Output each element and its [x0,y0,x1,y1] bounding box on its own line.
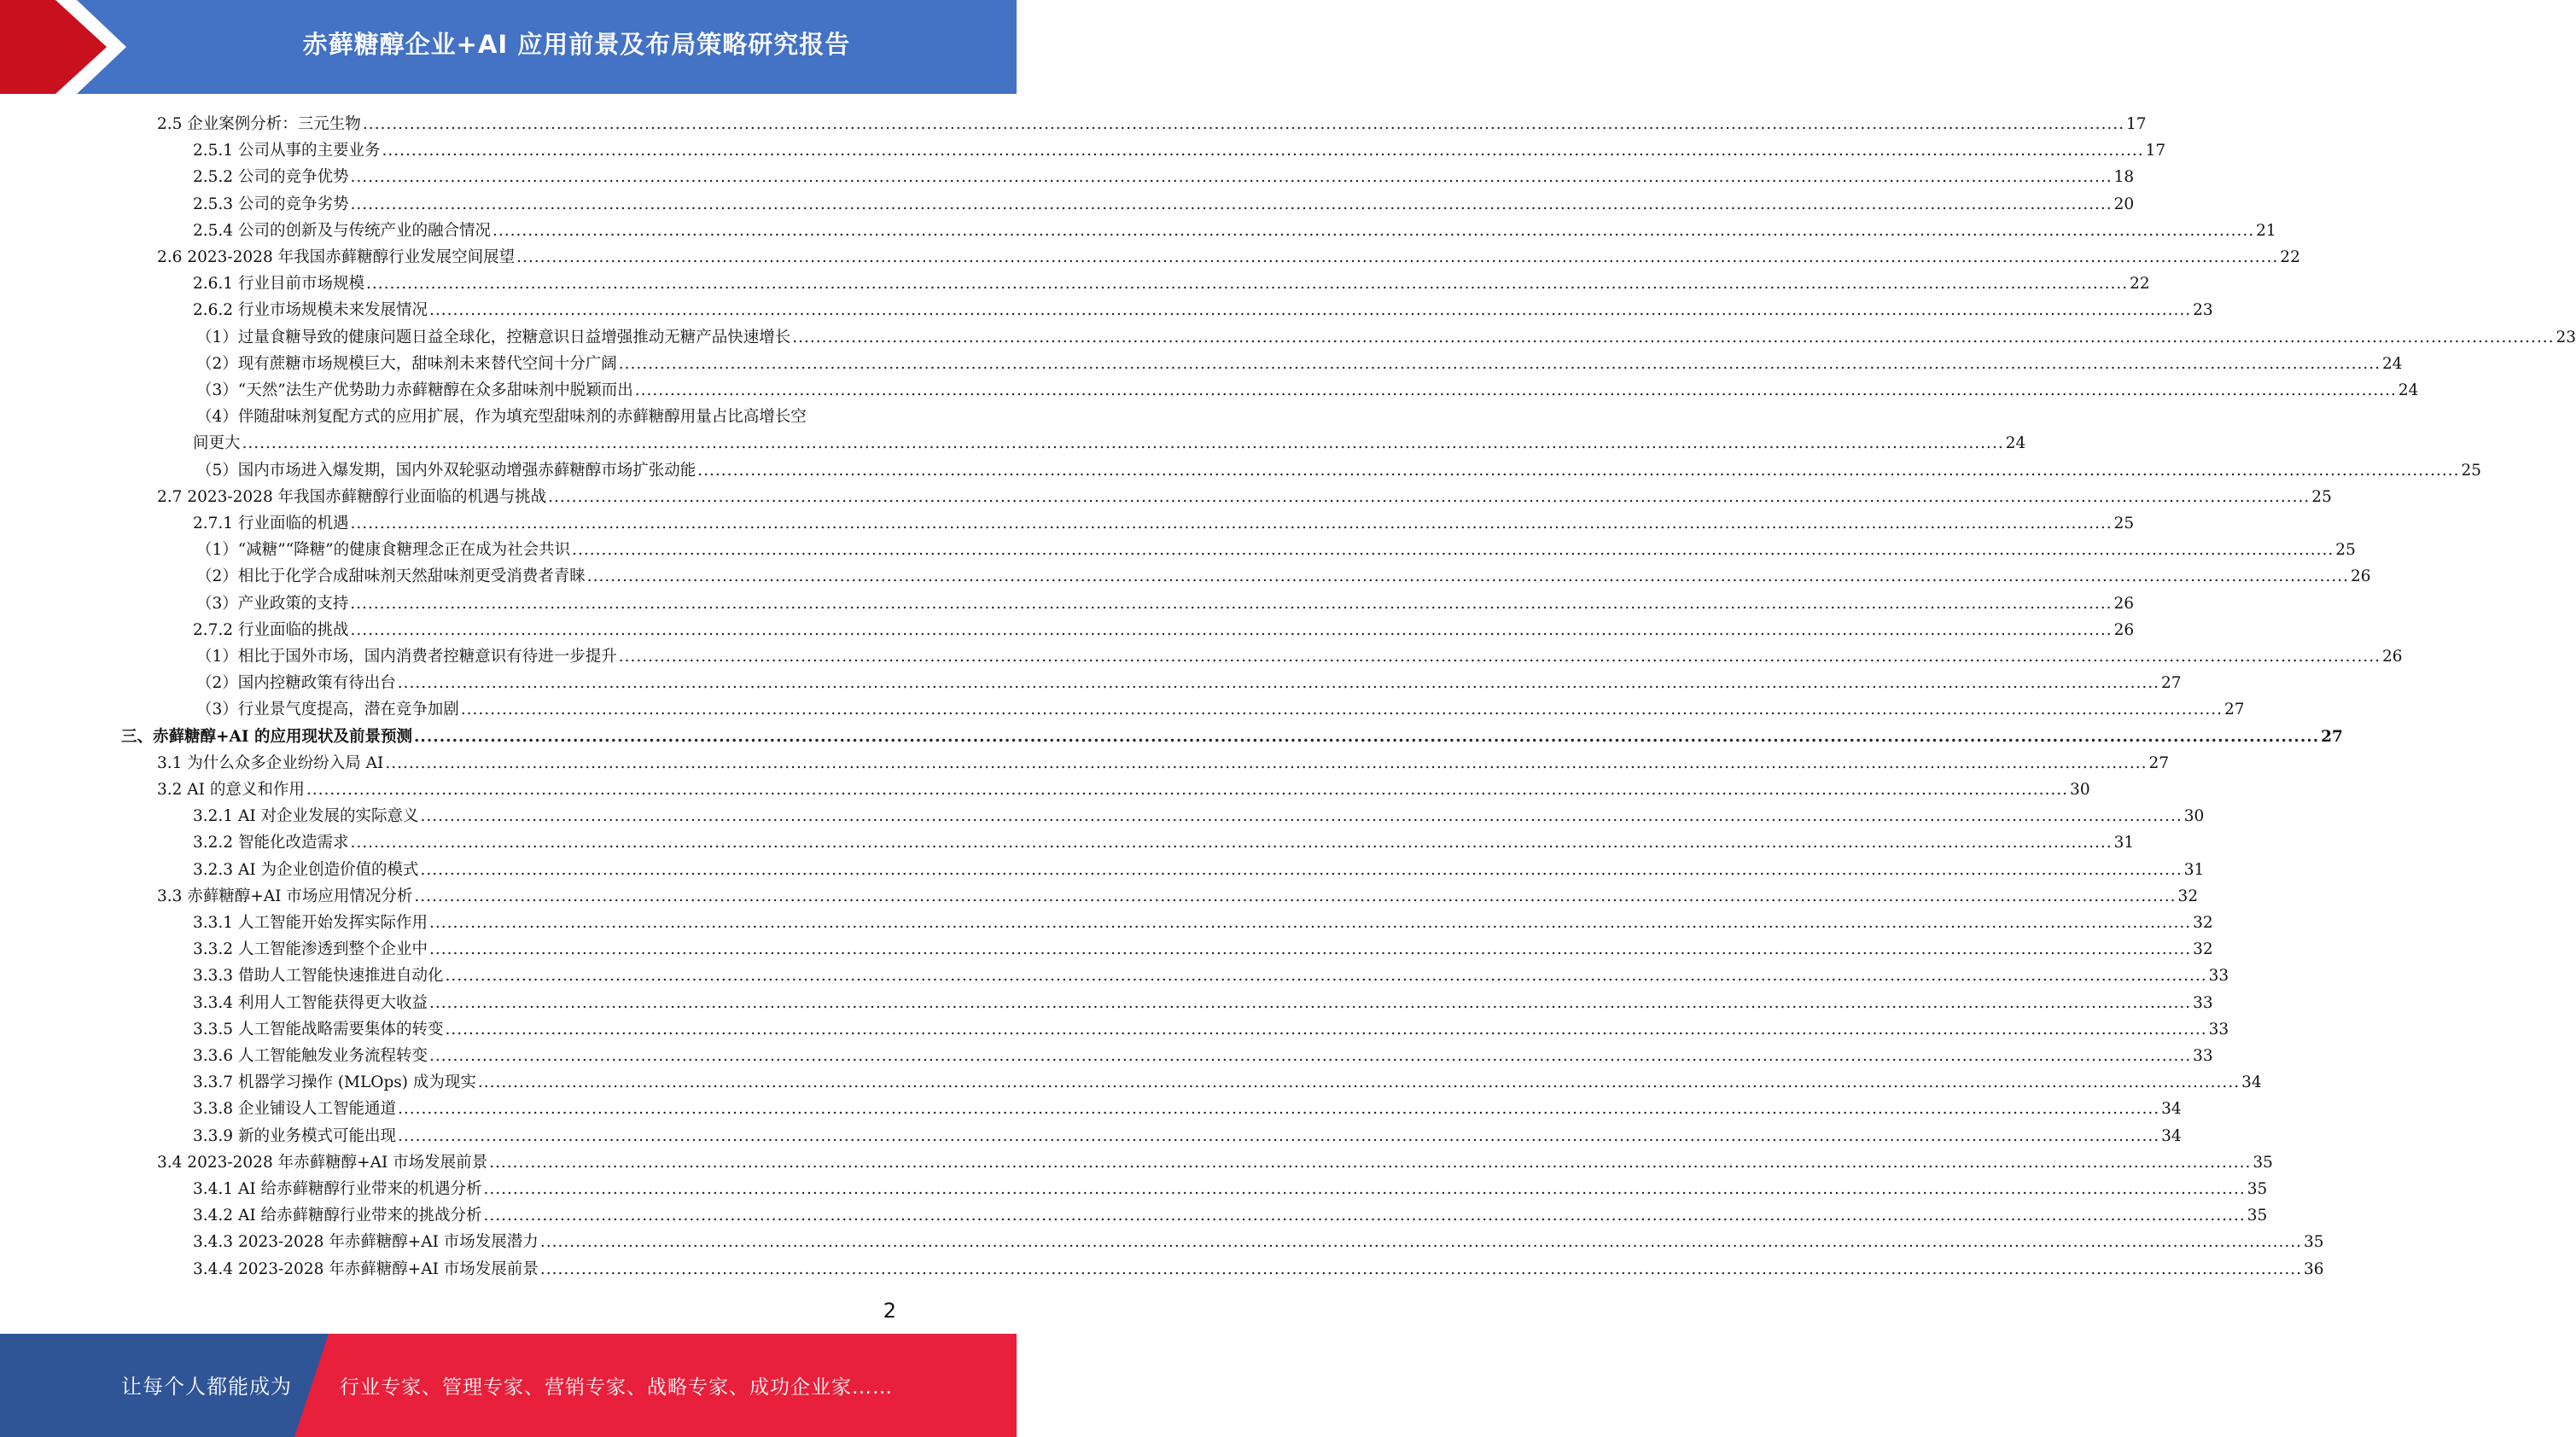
toc-entry[interactable] [193,1067,2262,1093]
toc-entry[interactable] [193,1200,2268,1226]
toc-entry-page: 22 [2280,248,2300,266]
toc-entry[interactable] [193,934,2213,960]
toc-entry-page: 34 [2161,1126,2182,1145]
toc-dot-leader: ............................................................................................................................................................................................................................................................................................................ [362,115,2124,133]
toc-dot-leader: ............................................................................................................................................................................................................................................................................................................ [414,887,2177,905]
toc-entry-page: 22 [2130,275,2150,294]
toc-dot-leader: ............................................................................................................................................................................................................................................................................................................ [365,275,2129,294]
toc-entry[interactable] [196,322,2576,348]
toc-entry-label: 2.5.1 公司从事的主要业务 [193,142,381,160]
toc-entry-label: 3.3.7 机器学习操作 (MLOps) 成为现实 [193,1073,476,1092]
toc-dot-leader: ............................................................................................................................................................................................................................................................................................................ [428,914,2192,932]
toc-entry[interactable] [121,721,2343,748]
toc-entry[interactable] [193,854,2205,881]
toc-entry-page: 30 [2070,781,2090,799]
toc-dot-leader: ............................................................................................................................................................................................................................................................................................................ [428,1047,2192,1065]
report-title: 赤藓糖醇企业+AI 应用前景及布局策略研究报告 [302,30,851,59]
toc-entry-label: 3.4 2023-2028 年赤藓糖醇+AI 市场发展前景 [157,1153,488,1172]
toc-entry-label: （3）产业政策的支持 [196,594,349,613]
toc-entry-label: 2.5.3 公司的竞争劣势 [193,195,349,213]
toc-entry-label: （1）相比于国外市场，国内消费者控糖意识有待进一步提升 [196,648,617,666]
toc-entry-label: 3.3.1 人工智能开始发挥实际作用 [193,914,428,932]
toc-entry-page: 35 [2253,1153,2273,1172]
toc-entry[interactable] [196,534,2356,561]
toc-dot-leader: ............................................................................................................................................................................................................................................................................................................ [586,567,2349,586]
toc-entry-page: 26 [2113,620,2135,639]
toc-entry-label: 3.3.3 借助人工智能快速推进自动化 [193,967,444,986]
toc-entry-page: 33 [2208,1020,2229,1038]
toc-dot-leader: ............................................................................................................................................................................................................................................................................................................ [428,993,2192,1012]
toc-dot-leader: ............................................................................................................................................................................................................................................................................................................ [516,248,2279,266]
toc-dot-leader: ............................................................................................................................................................................................................................................................................................................ [420,807,2183,826]
toc-entry[interactable] [196,694,2245,720]
toc-dot-leader: ............................................................................................................................................................................................................................................................................................................ [350,594,2113,613]
toc-dot-leader: ............................................................................................................................................................................................................................................................................................................ [492,221,2255,240]
toc-entry-label: 2.5.4 公司的创新及与传统产业的融合情况 [193,221,491,240]
toc-dot-leader: ............................................................................................................................................................................................................................................................................................................ [350,620,2113,639]
toc-entry[interactable] [193,428,2026,454]
toc-entry-page: 33 [2208,967,2229,986]
toc-dot-leader: ............................................................................................................................................................................................................................................................................................................ [350,168,2113,187]
toc-entry-page: 17 [2145,142,2166,160]
toc-entry[interactable] [193,960,2229,986]
toc-dot-leader: ............................................................................................................................................................................................................................................................................................................ [397,674,2159,693]
toc-entry-label: 2.7.2 行业面临的挑战 [193,620,349,639]
toc-entry-page: 23 [2556,328,2576,346]
toc-dot-leader: ............................................................................................................................................................................................................................................................................................................ [413,727,2320,746]
toc-entry-page: 24 [2381,354,2403,373]
toc-dot-leader: ............................................................................................................................................................................................................................................................................................................ [618,354,2381,373]
toc-entry-label: 3.2.2 智能化改造需求 [193,834,349,852]
toc-entry[interactable] [193,987,2213,1014]
toc-entry-page: 32 [2177,887,2199,905]
toc-dot-leader: ............................................................................................................................................................................................................................................................................................................ [697,461,2460,480]
toc-entry-page: 25 [2113,515,2135,532]
toc-entry-label: 三、赤藓糖醇+AI 的应用现状及前景预测 [121,727,412,746]
toc-entry[interactable] [157,108,2147,135]
toc-entry-label: 3.4.3 2023-2028 年赤藓糖醇+AI 市场发展潜力 [193,1233,539,1252]
toc-dot-leader: ............................................................................................................................................................................................................................................................................................................ [382,142,2144,160]
toc-entry-label: 2.5 企业案例分析：三元生物 [157,115,361,133]
toc-dot-leader: ............................................................................................................................................................................................................................................................................................................ [539,1260,2302,1278]
toc-entry-label: 3.3.2 人工智能渗透到整个企业中 [193,940,428,959]
toc-entry-label: 2.6 2023-2028 年我国赤藓糖醇行业发展空间展望 [157,248,516,266]
toc-entry-label: （1）“减糖”“降糖”的健康食糖理念正在成为社会共识 [196,541,571,560]
toc-entry-page: 27 [2148,753,2170,772]
toc-entry[interactable] [196,667,2182,694]
toc-entry[interactable] [193,614,2135,641]
toc-entry-label: （2）现有蔗糖市场规模巨大，甜味剂未来替代空间十分广阔 [196,354,617,373]
toc-entry-label: 3.1 为什么众多企业纷纷入局 AI [157,753,384,772]
toc-entry-label: 2.6.2 行业市场规模未来发展情况 [193,301,428,320]
toc-entry-page: 25 [2311,487,2332,506]
toc-entry-page: 18 [2113,168,2135,187]
toc-dot-leader: ............................................................................................................................................................................................................................................................................................................ [572,541,2334,560]
toc-entry-page: 17 [2126,115,2147,133]
toc-entry[interactable] [193,800,2205,827]
toc-entry-label: 2.7.1 行业面临的机遇 [193,515,349,532]
toc-entry-label: 3.3.6 人工智能触发业务流程转变 [193,1047,428,1065]
toc-entry[interactable] [193,1040,2213,1067]
toc-entry-page: 24 [2005,434,2026,453]
toc-entry-label: 3.3.5 人工智能战略需要集体的转变 [193,1020,444,1038]
toc-entry-page: 27 [2321,727,2343,746]
toc-entry[interactable] [193,268,2150,294]
toc-entry-page: 31 [2183,860,2205,879]
toc-dot-leader: ............................................................................................................................................................................................................................................................................................................ [445,967,2207,986]
toc-entry-label: 3.2 AI 的意义和作用 [157,781,305,799]
toc-entry-page: 35 [2247,1207,2268,1225]
toc-dot-leader: ............................................................................................................................................................................................................................................................................................................ [306,781,2069,799]
toc-dot-leader: ............................................................................................................................................................................................................................................................................................................ [489,1153,2252,1172]
toc-dot-leader: ............................................................................................................................................................................................................................................................................................................ [483,1207,2246,1225]
toc-entry[interactable] [193,1226,2324,1253]
toc-entry-page: 23 [2193,301,2213,320]
toc-entry-page: 26 [2381,648,2403,666]
toc-entry-label: （4）伴随甜味剂复配方式的应用扩展，作为填充型甜味剂的赤藓糖醇用量占比高增长空 [196,408,807,427]
toc-entry-label: （2）国内控糖政策有待出台 [196,674,396,693]
footer-slogan-left: 让每个人都能成为 [121,1375,292,1399]
toc-dot-leader: ............................................................................................................................................................................................................................................................................................................ [420,860,2183,879]
toc-entry-label: 3.2.3 AI 为企业创造价值的模式 [193,860,419,879]
toc-entry[interactable] [196,348,2403,375]
toc-entry[interactable] [157,481,2332,508]
toc-entry-label: 3.3.8 企业铺设人工智能通道 [193,1100,396,1119]
toc-dot-leader: ............................................................................................................................................................................................................................................................................................................ [477,1073,2241,1092]
page-number: 2 [883,1299,896,1323]
toc-dot-leader: ............................................................................................................................................................................................................................................................................................................ [385,753,2148,772]
toc-entry-label: （5）国内市场进入爆发期，国内外双轮驱动增强赤藓糖醇市场扩张动能 [196,461,696,480]
toc-dot-leader: ............................................................................................................................................................................................................................................................................................................ [548,487,2311,506]
toc-entry[interactable] [196,561,2371,587]
toc-entry[interactable] [157,1147,2273,1173]
toc-entry-label: 2.6.1 行业目前市场规模 [193,275,364,294]
toc-dot-leader: ............................................................................................................................................................................................................................................................................................................ [428,301,2192,320]
toc-entry[interactable] [193,1014,2229,1040]
toc-entry-page: 24 [2398,381,2419,399]
footer-slogan-right: 行业专家、管理专家、营销专家、战略专家、成功企业家…… [340,1376,893,1399]
toc-entry[interactable] [157,881,2199,907]
toc-entry-label: 3.3.4 利用人工智能获得更大收益 [193,993,428,1012]
toc-entry[interactable] [157,748,2170,774]
toc-entry-page: 21 [2256,221,2276,240]
report-header [0,0,1017,94]
toc-dot-leader: ............................................................................................................................................................................................................................................................................................................ [539,1233,2302,1252]
toc-entry-label: （3）“天然”法生产优势助力赤藓糖醇在众多甜味剂中脱颖而出 [196,381,633,399]
toc-entry-page: 32 [2193,914,2213,932]
toc-entry-label: 3.3.9 新的业务模式可能出现 [193,1126,396,1145]
toc-entry-page: 27 [2223,701,2245,719]
toc-entry-label: 间更大 [193,434,241,453]
toc-entry-page: 25 [2335,541,2356,560]
toc-dot-leader: ............................................................................................................................................................................................................................................................................................................ [397,1126,2160,1145]
toc-entry[interactable] [157,241,2300,268]
toc-entry-label: 2.7 2023-2028 年我国赤藓糖醇行业面临的机遇与挑战 [157,487,547,506]
toc-dot-leader: ............................................................................................................................................................................................................................................................................................................ [350,195,2113,213]
toc-dot-leader: ............................................................................................................................................................................................................................................................................................................ [242,434,2004,453]
toc-entry-label: （3）行业景气度提高，潜在竞争加剧 [196,701,459,719]
toc-entry[interactable] [193,189,2135,215]
toc-entry-label: （2）相比于化学合成甜味剂天然甜味剂更受消费者青睐 [196,567,586,586]
toc-dot-leader: ............................................................................................................................................................................................................................................................................................................ [618,648,2381,666]
toc-entry-page: 34 [2241,1073,2262,1092]
toc-entry-page: 25 [2461,461,2482,480]
toc-entry-label: 3.4.1 AI 给赤藓糖醇行业带来的机遇分析 [193,1180,482,1198]
toc-entry-label: 3.2.1 AI 对企业发展的实际意义 [193,807,419,826]
toc-entry-page: 34 [2161,1100,2182,1119]
toc-dot-leader: ............................................................................................................................................................................................................................................................................................................ [397,1100,2160,1119]
toc-entry[interactable] [196,641,2403,667]
toc-entry-label: （1）过量食糖导致的健康问题日益全球化，控糖意识日益增强推动无糖产品快速增长 [196,328,791,346]
toc-entry-label: 2.5.2 公司的竞争优势 [193,168,349,187]
toc-entry-page: 35 [2304,1233,2324,1252]
toc-entry-page: 20 [2113,195,2135,213]
toc-entry[interactable] [193,907,2213,934]
toc-entry-page: 31 [2113,834,2135,852]
toc-entry[interactable] [193,215,2276,241]
toc-dot-leader: ............................................................................................................................................................................................................................................................................................................ [350,515,2113,532]
page-footer [0,1334,1017,1437]
toc-entry[interactable] [196,588,2135,614]
toc-dot-leader: ............................................................................................................................................................................................................................................................................................................ [428,940,2192,959]
toc-entry-page: 36 [2304,1260,2324,1278]
toc-entry-label: 3.4.4 2023-2028 年赤藓糖醇+AI 市场发展前景 [193,1260,539,1278]
toc-dot-leader: ............................................................................................................................................................................................................................................................................................................ [483,1180,2246,1198]
toc-entry[interactable] [193,1173,2268,1200]
toc-entry[interactable] [193,1120,2182,1147]
toc-entry[interactable] [196,375,2419,401]
toc-entry[interactable] [193,508,2135,534]
toc-entry-page: 33 [2193,993,2213,1012]
toc-dot-leader: ............................................................................................................................................................................................................................................................................................................ [350,834,2113,852]
toc-entry-page: 33 [2193,1047,2213,1065]
toc-entry[interactable] [193,1093,2182,1120]
toc-entry[interactable] [196,455,2482,481]
toc-dot-leader: ............................................................................................................................................................................................................................................................................................................ [792,328,2555,346]
toc-entry[interactable] [193,135,2166,161]
toc-entry-label: 3.4.2 AI 给赤藓糖醇行业带来的挑战分析 [193,1207,482,1225]
toc-dot-leader: ............................................................................................................................................................................................................................................................................................................ [634,381,2397,399]
toc-entry-label: 3.3 赤藓糖醇+AI 市场应用情况分析 [157,887,413,905]
toc-entry-page: 35 [2247,1180,2268,1198]
toc-entry-page: 30 [2183,807,2205,826]
toc-entry[interactable] [193,1254,2324,1280]
toc-entry[interactable] [157,774,2090,800]
toc-entry[interactable] [193,827,2135,853]
toc-entry-page: 26 [2350,567,2371,586]
toc-dot-leader: ............................................................................................................................................................................................................................................................................................................ [460,701,2223,719]
toc-entry-page: 26 [2113,594,2135,613]
toc-dot-leader: ............................................................................................................................................................................................................................................................................................................ [445,1020,2207,1038]
toc-entry[interactable] [193,161,2135,188]
toc-entry[interactable] [193,294,2213,321]
toc-entry-page: 32 [2193,940,2213,959]
toc-entry-page: 27 [2160,674,2182,693]
